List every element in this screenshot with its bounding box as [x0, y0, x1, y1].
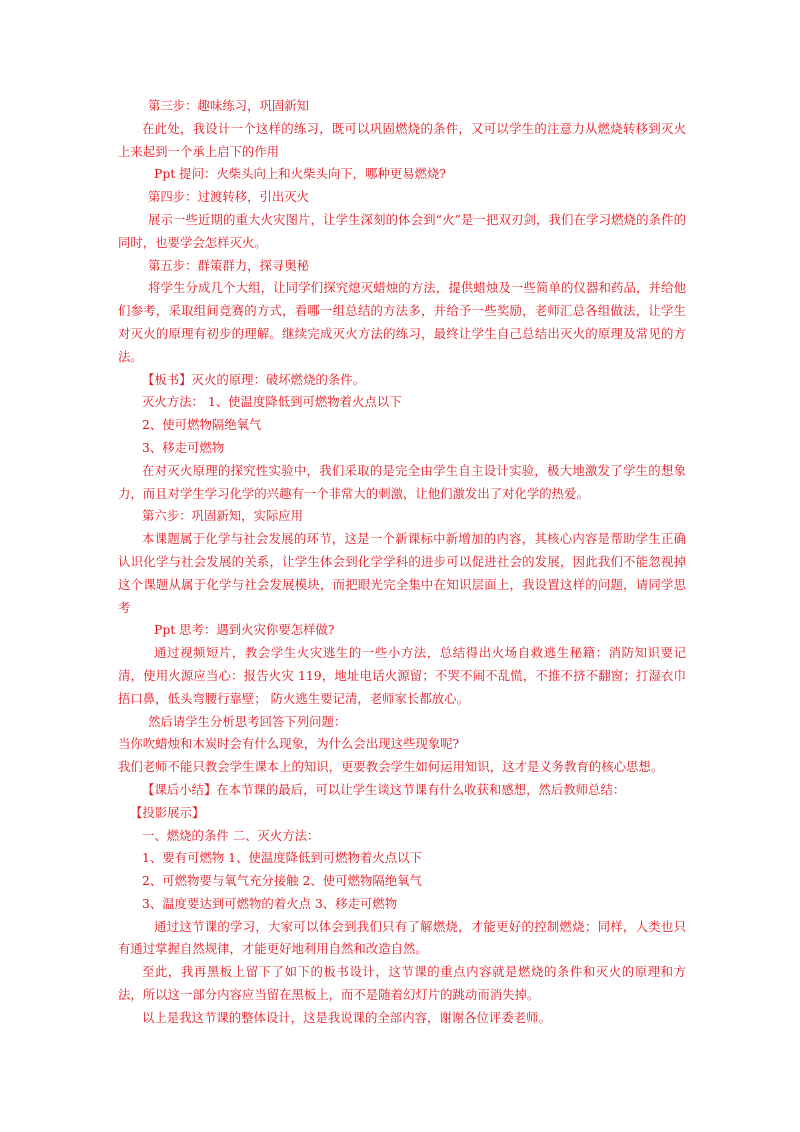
paragraph: 本课题属于化学与社会发展的环节，这是一个新课标中新增加的内容，其核心内容是帮助学生正确认识化学与社会发展的关系，让学生体会到化学学科的进步可以促进社会的发展，因此我们不能忽视掉这个课题从属于化学与社会发展模块，而把眼光完全集中在知识层面上，我设置这样的问题，请同学思考 — [118, 531, 686, 615]
projection-line: 2、可燃物要与氧气充分接触 2、使可燃物隔绝氧气 — [142, 873, 422, 889]
projection-line: 一、燃烧的条件 二、灭火方法： — [142, 827, 320, 843]
paragraph: 我们老师不能只教会学生课本上的知识，更要教会学生如何运用知识，这才是义务教育的核心思想。 — [118, 759, 664, 775]
paragraph: 在此处，我设计一个这样的练习，既可以巩固燃烧的条件，又可以学生的注意力从燃烧转移到灭火上来起到一个承上启下的作用 — [118, 120, 686, 159]
paragraph: 将学生分成几个大组，让同学们探究熄灭蜡烛的方法，提供蜡烛及一些简单的仪器和药品，并给他们参考，采取组间竞赛的方式，看哪一组总结的方法多，并给予一些奖励，老师汇总各组做法，让学生对灭火的原理有初步的理解。继续完成灭火方法的练习，最终让学生自己总结出灭火的原理及常见的方法。 — [118, 280, 686, 364]
step-five-heading: 第五步：群策群力，探寻奥秘 — [148, 257, 310, 273]
closing-paragraph: 以上是我这节课的整体设计，这是我说课的全部内容，谢谢各位评委老师。 — [142, 1009, 551, 1025]
paragraph: 通过视频短片，教会学生火灾逃生的一些小方法，总结得出火场自救逃生秘籍：消防知识要记清，使用火源应当心：报告火灾 119，地址电话火源留；不哭不闹不乱慌，不推不挤不翻窗；打湿衣巾捂口鼻，低头弯腰行靠壁； 防火逃生要记清，老师家长都放心。 — [118, 645, 686, 706]
method-line: 灭火方法： 1、使温度降低到可燃物着火点以下 — [142, 394, 402, 410]
ppt-question: Ppt 提问：火柴头向上和火柴头向下，哪种更易燃烧? — [154, 166, 447, 182]
paragraph: 当你吹蜡烛和木炭时会有什么现象，为什么会出现这些现象呢? — [118, 736, 460, 752]
paragraph: 然后请学生分析思考回答下列问题： — [148, 713, 347, 729]
board-note: 【板书】灭火的原理：破坏燃烧的条件。 — [142, 371, 366, 387]
paragraph: 至此，我再黑板上留下了如下的板书设计，这节课的重点内容就是燃烧的条件和灭火的原理和方法，所以这一部分内容应当留在黑板上，而不是随着幻灯片的跳动而消失掉。 — [118, 964, 686, 1003]
projection-line: 1、要有可燃物 1、使温度降低到可燃物着火点以下 — [142, 850, 422, 866]
document-body — [118, 95, 686, 1030]
method-line: 2、使可燃物隔绝氧气 — [142, 417, 262, 433]
step-three-heading: 第三步：趣味练习，巩固新知 — [148, 98, 310, 113]
paragraph: 通过这节课的学习，大家可以体会到我们只有了解燃烧，才能更好的控制燃烧；同样，人类也只有通过掌握自然规律，才能更好地利用自然和改造自然。 — [118, 918, 686, 957]
step-six-heading: 第六步：巩固新知，实际应用 — [142, 508, 304, 524]
projection-line: 3、温度要达到可燃物的着火点 3、移走可燃物 — [142, 895, 398, 911]
summary-note: 【课后小结】在本节课的最后，可以让学生谈这节课有什么收获和感想，然后教师总结： — [142, 781, 626, 797]
ppt-question: Ppt 思考：遇到火灾你要怎样做? — [154, 622, 335, 638]
paragraph: 展示一些近期的重大火灾图片，让学生深刻的体会到“火”是一把双刃剑，我们在学习燃烧的条件的同时，也要学会怎样灭火。 — [118, 211, 686, 250]
method-line: 3、移走可燃物 — [142, 439, 225, 455]
projection-heading: 【投影展示】 — [130, 804, 205, 820]
paragraph: 在对灭火原理的探究性实验中，我们采取的是完全由学生自主设计实验，极大地激发了学生的想象力，而且对学生学习化学的兴趣有一个非常大的刺激，让他们激发出了对化学的热爱。 — [118, 462, 686, 501]
step-four-heading: 第四步：过渡转移，引出灭火 — [148, 189, 310, 205]
